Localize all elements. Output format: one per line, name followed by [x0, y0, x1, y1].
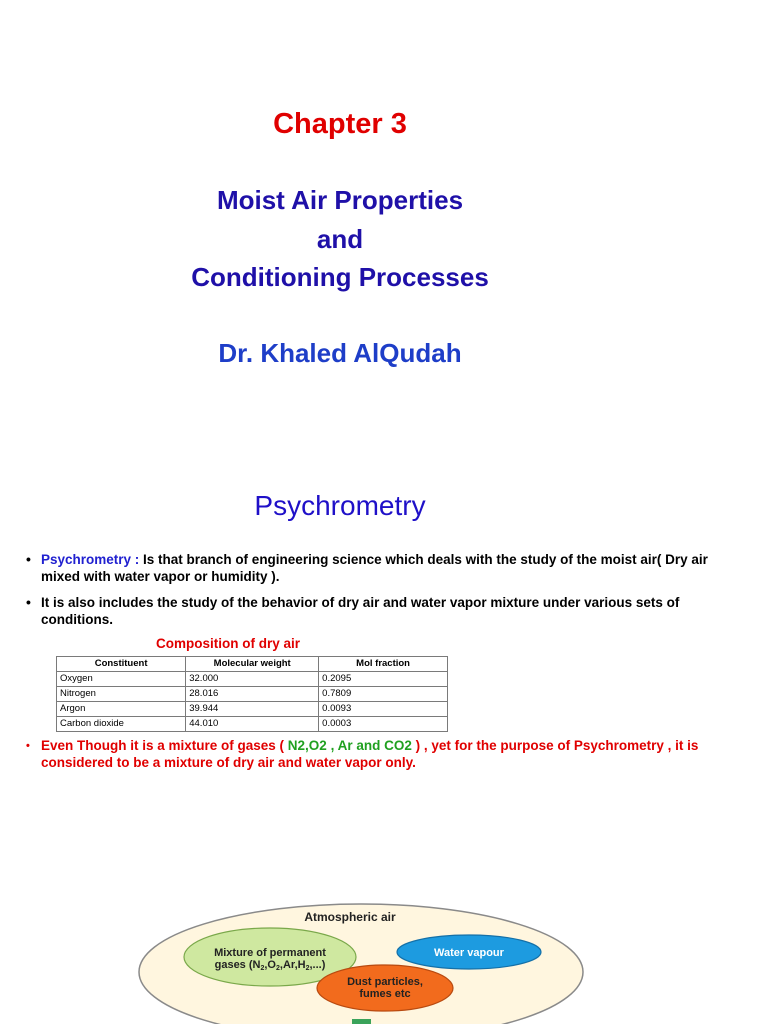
bullet-scope	[26, 594, 726, 628]
table-cell: Argon	[57, 702, 186, 717]
green-marker-block	[352, 1019, 371, 1024]
bullet-dot-icon: •	[26, 551, 31, 567]
table-cell: Nitrogen	[57, 687, 186, 702]
table-cell: Oxygen	[57, 672, 186, 687]
table-header-row	[57, 657, 448, 672]
bullet-definition	[26, 551, 726, 585]
title-line-1: Moist Air Properties	[216, 185, 464, 215]
table-cell: 39.944	[186, 702, 319, 717]
table-cell: 0.2095	[319, 672, 448, 687]
column-header: Mol fraction	[319, 657, 448, 672]
table-cell: 0.0093	[319, 702, 448, 717]
gases-mid-1: ,O	[264, 959, 276, 971]
table-cell: Carbon dioxide	[57, 717, 186, 732]
gases-sub-3: 2	[305, 965, 310, 972]
gases-prefix: gases (N	[214, 959, 261, 971]
note-part-1: Even Though it is a mixture of gases (	[41, 738, 288, 753]
chapter-heading: Chapter 3	[273, 108, 407, 140]
atmospheric-air-diagram	[0, 895, 768, 1024]
table-row	[57, 717, 448, 732]
permanent-gases-label-line2	[215, 959, 326, 972]
gases-end: ,...)	[309, 959, 326, 971]
table-caption: Composition of dry air	[156, 636, 301, 651]
column-header: Molecular weight	[186, 657, 319, 672]
scope-text: It is also includes the study of the behavior of dry air and water vapor mixture under various sets of conditions.	[41, 595, 680, 627]
dust-particles-label-line1: Dust particles,	[347, 976, 423, 988]
title-line-2: and	[316, 224, 364, 254]
table-cell: 0.0003	[319, 717, 448, 732]
gases-mid-2: ,Ar,H	[279, 959, 306, 971]
gases-sub-2: 2	[276, 965, 280, 972]
table-cell: 32.000	[186, 672, 319, 687]
title-line-3: Conditioning Processes	[191, 262, 489, 292]
composition-table	[56, 656, 448, 732]
water-vapour-label: Water vapour	[434, 947, 504, 959]
definition-text: Is that branch of engineering science which deals with the study of the moist air( Dry air mixed with water vapor or humidity ).	[41, 552, 708, 584]
bullet-definition-text	[41, 551, 726, 585]
author-name: Dr. Khaled AlQudah	[218, 338, 462, 368]
term-psychrometry: Psychrometry :	[41, 552, 140, 567]
note-part-2: ) , yet for the purpose of Psychrometry , it is considered to be a mixture of dry air and water vapor only.	[41, 738, 699, 770]
table-cell: 0.7809	[319, 687, 448, 702]
table-row	[57, 672, 448, 687]
section-heading: Psychrometry	[254, 490, 426, 521]
atmospheric-air-label: Atmospheric air	[304, 910, 396, 924]
bullet-dot-icon: •	[26, 740, 30, 752]
table-row	[57, 702, 448, 717]
table-cell: 28.016	[186, 687, 319, 702]
mixture-note-text	[41, 737, 726, 771]
bullet-mixture-note	[26, 737, 726, 771]
bullet-dot-icon: •	[26, 594, 31, 610]
table-cell: 44.010	[186, 717, 319, 732]
gases-sub-1: 2	[260, 965, 265, 972]
column-header: Constituent	[57, 657, 186, 672]
permanent-gases-label-line1: Mixture of permanent	[214, 947, 326, 959]
dust-particles-label-line2: fumes etc	[359, 988, 411, 1000]
table-row	[57, 687, 448, 702]
gas-list: N2,O2 , Ar and CO2	[287, 738, 416, 753]
